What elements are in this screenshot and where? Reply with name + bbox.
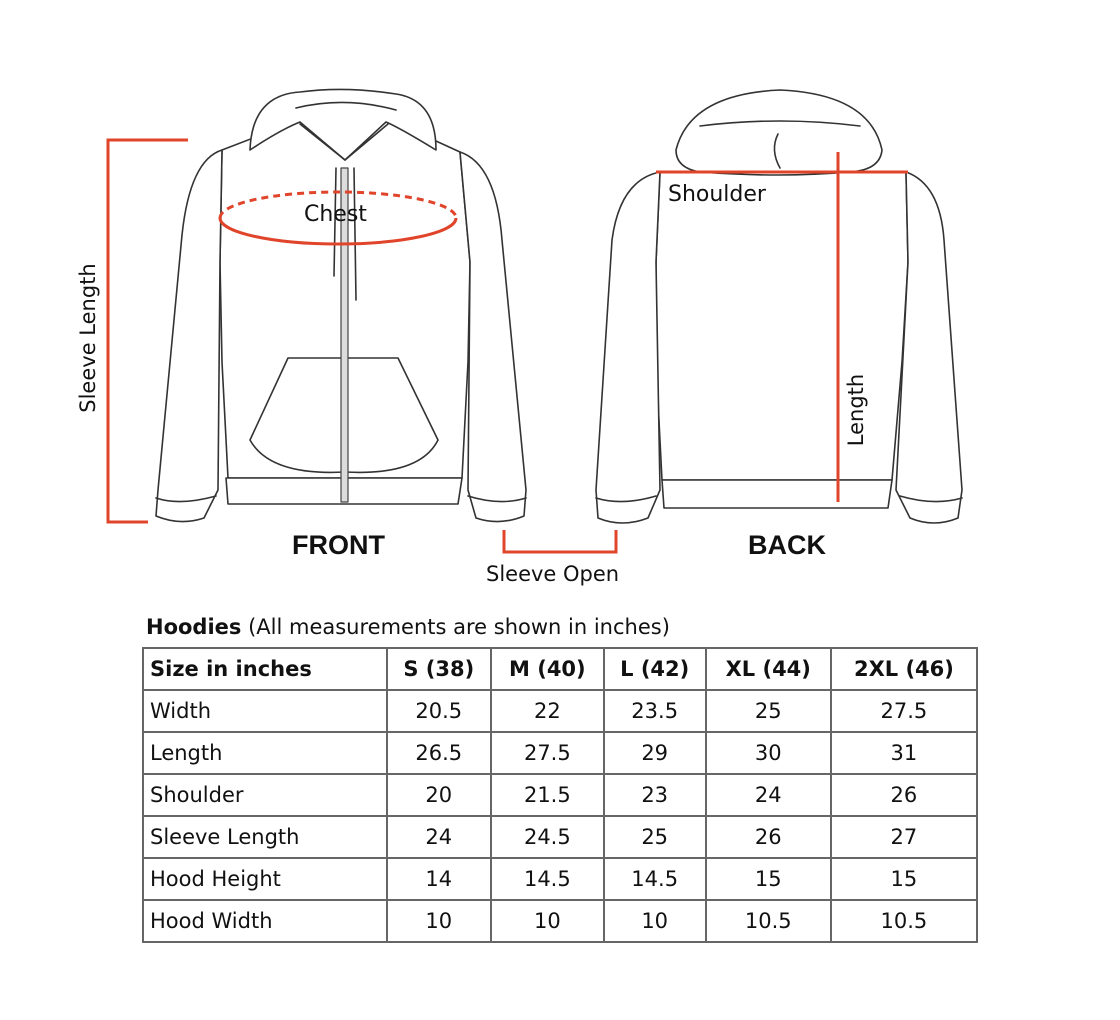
table-cell: 10 (387, 900, 491, 942)
table-cell: 24 (706, 774, 831, 816)
table-cell: 14.5 (604, 858, 706, 900)
header-size-2xl: 2XL (46) (831, 648, 977, 690)
sleeve-open-bracket (504, 530, 616, 552)
table-cell: 10 (491, 900, 604, 942)
table-cell: 23 (604, 774, 706, 816)
caption-note: (All measurements are shown in inches) (248, 615, 670, 639)
table-cell: 20.5 (387, 690, 491, 732)
back-body-outline (656, 172, 908, 480)
back-waistband (662, 480, 892, 508)
table-cell: 27.5 (491, 732, 604, 774)
table-cell: 27.5 (831, 690, 977, 732)
row-label: Hood Height (143, 858, 387, 900)
front-left-sleeve (156, 150, 222, 522)
sleeve-open-label: Sleeve Open (486, 562, 620, 586)
table-cell: 10 (604, 900, 706, 942)
row-label: Width (143, 690, 387, 732)
table-cell: 10.5 (706, 900, 831, 942)
front-right-sleeve (460, 152, 526, 522)
header-size-xl: XL (44) (706, 648, 831, 690)
header-size-l: L (42) (604, 648, 706, 690)
table-cell: 15 (831, 858, 977, 900)
table-cell: 26.5 (387, 732, 491, 774)
table-row (143, 690, 977, 732)
table-cell: 26 (706, 816, 831, 858)
table-row (143, 858, 977, 900)
table-cell: 26 (831, 774, 977, 816)
header-size-s: S (38) (387, 648, 491, 690)
front-label: FRONT (292, 530, 385, 560)
row-label: Length (143, 732, 387, 774)
table-cell: 24.5 (491, 816, 604, 858)
table-cell: 14 (387, 858, 491, 900)
caption-title: Hoodies (146, 615, 242, 639)
row-label: Sleeve Length (143, 816, 387, 858)
size-chart-table (142, 647, 978, 943)
length-label: Length (844, 373, 868, 447)
table-cell: 25 (604, 816, 706, 858)
table-caption (146, 615, 670, 639)
table-cell: 25 (706, 690, 831, 732)
table-cell: 24 (387, 816, 491, 858)
header-size-m: M (40) (491, 648, 604, 690)
table-cell: 27 (831, 816, 977, 858)
shoulder-label: Shoulder (668, 182, 766, 207)
header-size-label: Size in inches (143, 648, 387, 690)
back-hood (676, 90, 882, 175)
table-row (143, 816, 977, 858)
table-cell: 30 (706, 732, 831, 774)
chest-label: Chest (304, 202, 367, 227)
table-cell: 15 (706, 858, 831, 900)
table-row (143, 774, 977, 816)
back-left-sleeve (596, 172, 660, 523)
table-cell: 23.5 (604, 690, 706, 732)
back-label: BACK (748, 530, 826, 560)
table-cell: 21.5 (491, 774, 604, 816)
table-cell: 31 (831, 732, 977, 774)
table-row (143, 732, 977, 774)
sleeve-length-label: Sleeve Length (76, 263, 100, 413)
row-label: Shoulder (143, 774, 387, 816)
table-cell: 10.5 (831, 900, 977, 942)
table-row (143, 900, 977, 942)
table-cell: 20 (387, 774, 491, 816)
back-hoodie (596, 90, 962, 523)
table-cell: 29 (604, 732, 706, 774)
front-hoodie (156, 89, 526, 521)
table-header-row (143, 648, 977, 690)
table-cell: 22 (491, 690, 604, 732)
row-label: Hood Width (143, 900, 387, 942)
table-cell: 14.5 (491, 858, 604, 900)
